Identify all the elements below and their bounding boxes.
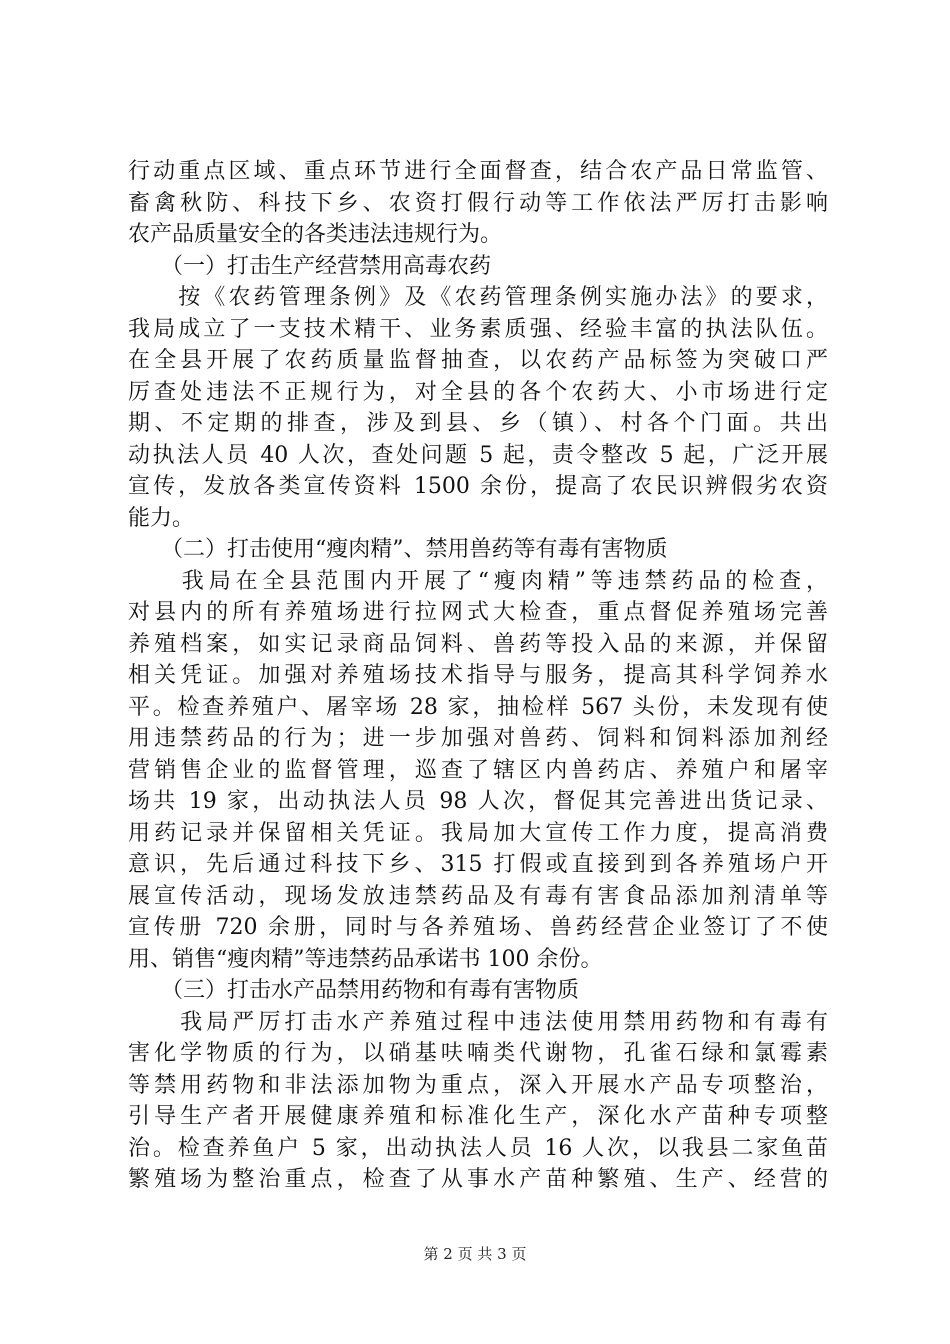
text-line: 用药记录并保留相关凭证。我局加大宣传工作力度，提高消费 <box>128 820 828 846</box>
text-line: 平。检查养殖户、屠宰场 28 家，抽检样 567 头份，未发现有使 <box>128 694 828 720</box>
text-line: 养殖档案，如实记录商品饲料、兽药等投入品的来源，并保留 <box>128 631 828 657</box>
text-line: 害化学物质的行为，以硝基呋喃类代谢物，孔雀石绿和氯霉素 <box>128 1041 828 1066</box>
text-line: 展宣传活动，现场发放违禁药品及有毒有害食品添加剂清单等 <box>128 883 828 909</box>
text-line: （二）打击使用“瘦肉精”、禁用兽药等有毒有害物质 <box>128 537 668 562</box>
text-line: 相关凭证。加强对养殖场技术指导与服务，提高其科学饲养水 <box>128 663 828 688</box>
text-line: 我局成立了一支技术精干、业务素质强、经验丰富的执法队伍。 <box>128 316 828 342</box>
text-line: （三）打击水产品禁用药物和有毒有害物质 <box>128 978 580 1003</box>
text-line: 农产品质量安全的各类违法违规行为。 <box>128 222 503 247</box>
text-line: 在全县开展了农药质量监督抽查，以农药产品标签为突破口严 <box>128 348 828 373</box>
text-line: 等禁用药物和非法添加物为重点，深入开展水产品专项整治， <box>128 1072 828 1098</box>
text-line: 我局严厉打击水产养殖过程中违法使用禁用药物和有毒有 <box>128 1009 828 1035</box>
text-line: 用、销售“瘦肉精”等违禁药品承诺书 100 余份。 <box>128 946 603 972</box>
text-line: 用违禁药品的行为；进一步加强对兽药、饲料和饲料添加剂经 <box>128 726 828 751</box>
text-line: 畜禽秋防、科技下乡、农资打假行动等工作依法严厉打击影响 <box>128 190 828 216</box>
text-line: 按《农药管理条例》及《农药管理条例实施办法》的要求， <box>128 285 828 310</box>
text-line: 期、不定期的排查，涉及到县、乡（镇）、村各个门面。共出 <box>128 411 828 436</box>
text-line: 宣传，发放各类宣传资料 1500 余份，提高了农民识辨假劣农资 <box>128 474 828 499</box>
text-line: 宣传册 720 余册，同时与各养殖场、兽药经营企业签订了不使 <box>128 915 828 940</box>
text-line: 意识，先后通过科技下乡、315 打假或直接到到各养殖场户开 <box>128 852 828 877</box>
text-line: 营销售企业的监督管理，巡查了辖区内兽药店、养殖户和屠宰 <box>128 757 828 783</box>
text-line: 能力。 <box>128 505 195 531</box>
text-line: 厉查处违法不正规行为，对全县的各个农药大、小市场进行定 <box>128 379 828 405</box>
text-line: 场共 19 家，出动执法人员 98 人次，督促其完善进出货记录、 <box>128 789 828 814</box>
text-line: 繁殖场为整治重点，检查了从事水产苗种繁殖、生产、经营的 <box>128 1167 828 1192</box>
text-line: 引导生产者开展健康养殖和标准化生产，深化水产苗种专项整 <box>128 1104 828 1129</box>
document-body <box>128 156 828 1196</box>
text-line: 治。检查养鱼户 5 家，出动执法人员 16 人次，以我县二家鱼苗 <box>128 1135 828 1161</box>
page-footer: 第 2 页 共 3 页 <box>423 1245 527 1263</box>
text-line: 我局在全县范围内开展了“瘦肉精”等违禁药品的检查， <box>128 568 828 594</box>
text-line: 行动重点区域、重点环节进行全面督查，结合农产品日常监管、 <box>128 159 828 184</box>
text-line: （一）打击生产经营禁用高毒农药 <box>128 253 492 279</box>
text-line: 动执法人员 40 人次，查处问题 5 起，责令整改 5 起，广泛开展 <box>128 442 828 468</box>
text-line: 对县内的所有养殖场进行拉网式大检查，重点督促养殖场完善 <box>128 600 828 625</box>
